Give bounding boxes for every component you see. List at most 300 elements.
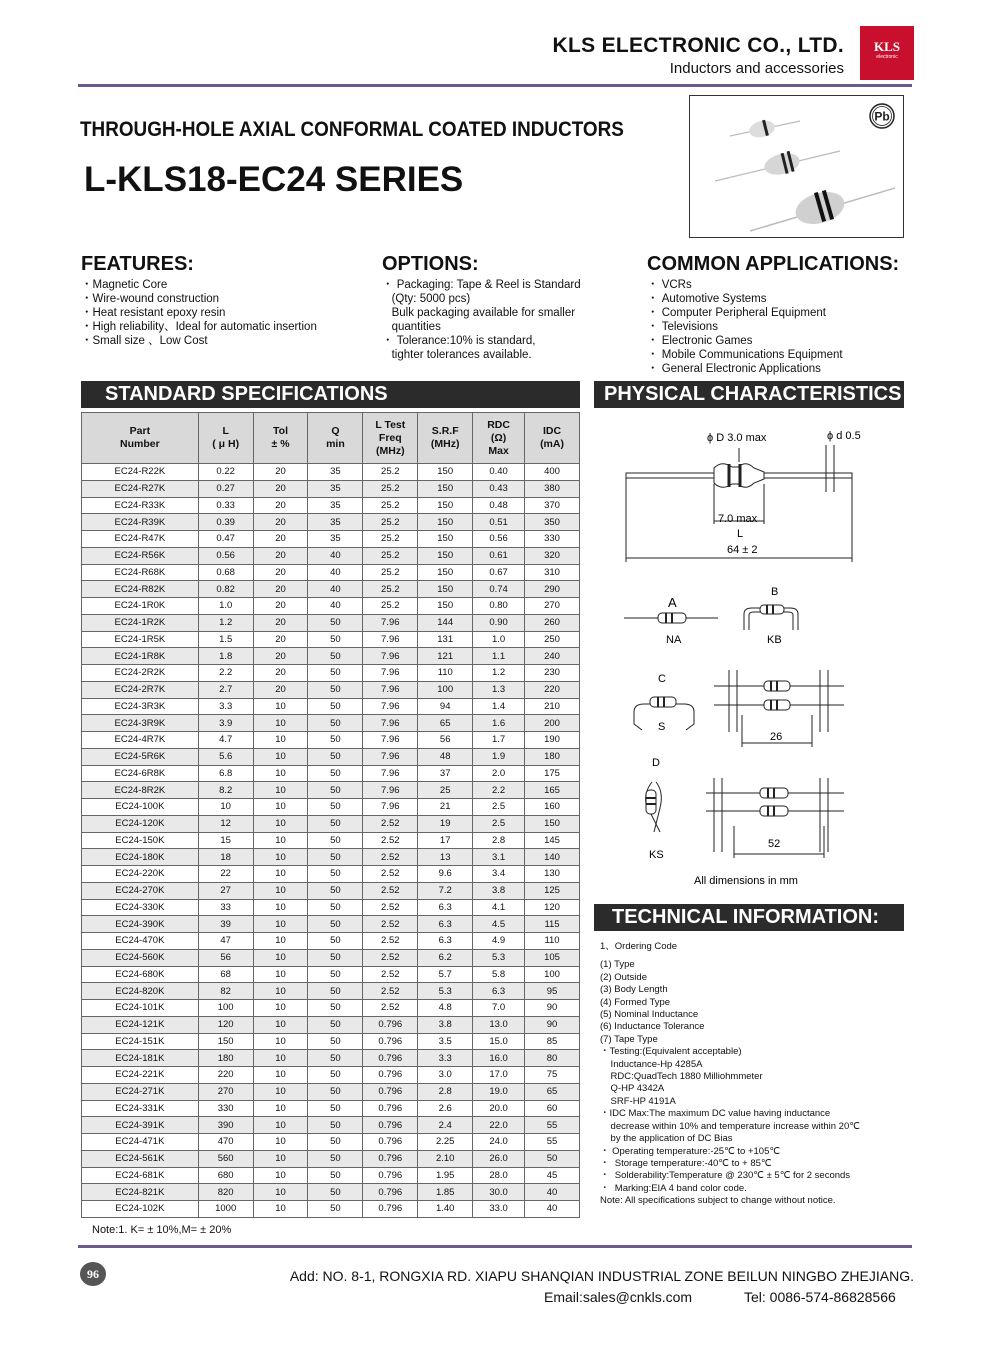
options-heading: OPTIONS: bbox=[382, 253, 479, 275]
table-cell: 2.52 bbox=[363, 966, 418, 983]
table-cell: 2.5 bbox=[473, 799, 525, 816]
table-cell: 2.52 bbox=[363, 949, 418, 966]
table-cell: 50 bbox=[308, 966, 363, 983]
dim-52: 52 bbox=[768, 838, 781, 850]
table-cell: 20 bbox=[253, 547, 308, 564]
table-cell: EC24-102K bbox=[82, 1201, 199, 1218]
table-cell: 7.96 bbox=[363, 614, 418, 631]
table-cell: 210 bbox=[525, 698, 580, 715]
col-part-number-label: Part Number bbox=[120, 425, 160, 450]
table-cell: 10 bbox=[253, 1201, 308, 1218]
table-cell: 6.3 bbox=[418, 916, 473, 933]
table-cell: 7.96 bbox=[363, 698, 418, 715]
table-cell: 25.2 bbox=[363, 564, 418, 581]
table-cell: 0.796 bbox=[363, 1150, 418, 1167]
table-cell: 7.96 bbox=[363, 631, 418, 648]
table-cell: 50 bbox=[308, 648, 363, 665]
table-cell: 390 bbox=[198, 1117, 253, 1134]
table-cell: 20 bbox=[253, 648, 308, 665]
table-cell: 25.2 bbox=[363, 464, 418, 481]
table-row bbox=[82, 933, 580, 950]
table-cell: 50 bbox=[308, 866, 363, 883]
table-row bbox=[82, 531, 580, 548]
table-cell: EC24-1R8K bbox=[82, 648, 199, 665]
col-q bbox=[308, 413, 363, 464]
table-row bbox=[82, 765, 580, 782]
applications-heading: COMMON APPLICATIONS: bbox=[647, 253, 900, 275]
table-cell: 2.52 bbox=[363, 849, 418, 866]
table-cell: EC24-R68K bbox=[82, 564, 199, 581]
table-cell: 10 bbox=[253, 849, 308, 866]
table-cell: 25.2 bbox=[363, 581, 418, 598]
table-cell: 0.90 bbox=[473, 614, 525, 631]
technical-line: ・ Storage temperature:-40℃ to + 85℃ bbox=[600, 1157, 772, 1169]
dim-L: L bbox=[737, 528, 744, 540]
table-cell: 25.2 bbox=[363, 497, 418, 514]
applications-item: ・ General Electronic Applications bbox=[647, 363, 821, 375]
col-inductance bbox=[198, 413, 253, 464]
col-rdc-label: RDC (Ω) Max bbox=[487, 418, 510, 457]
table-cell: 240 bbox=[525, 648, 580, 665]
options-line: (Qty: 5000 pcs) bbox=[382, 293, 471, 305]
table-cell: 0.39 bbox=[198, 514, 253, 531]
technical-line: ・ Solderability:Temperature @ 230℃ ± 5℃ for 2 seconds bbox=[600, 1170, 851, 1182]
table-cell: EC24-150K bbox=[82, 832, 199, 849]
table-row bbox=[82, 866, 580, 883]
table-cell: EC24-2R2K bbox=[82, 665, 199, 682]
table-cell: 0.33 bbox=[198, 497, 253, 514]
table-cell: 0.796 bbox=[363, 1184, 418, 1201]
table-cell: 50 bbox=[308, 698, 363, 715]
table-cell: 290 bbox=[525, 581, 580, 598]
table-cell: 50 bbox=[308, 614, 363, 631]
table-cell: 35 bbox=[308, 464, 363, 481]
table-row bbox=[82, 832, 580, 849]
table-cell: 120 bbox=[198, 1016, 253, 1033]
table-cell: EC24-391K bbox=[82, 1117, 199, 1134]
table-cell: 7.2 bbox=[418, 882, 473, 899]
table-cell: EC24-220K bbox=[82, 866, 199, 883]
table-cell: 1.4 bbox=[473, 698, 525, 715]
table-cell: 22.0 bbox=[473, 1117, 525, 1134]
table-cell: 260 bbox=[525, 614, 580, 631]
table-cell: EC24-R22K bbox=[82, 464, 199, 481]
table-cell: 10 bbox=[253, 732, 308, 749]
table-cell: 50 bbox=[308, 1050, 363, 1067]
table-cell: 50 bbox=[308, 1167, 363, 1184]
document-title: THROUGH-HOLE AXIAL CONFORMAL COATED INDUCTORS bbox=[80, 118, 624, 141]
table-cell: 10 bbox=[253, 698, 308, 715]
table-cell: EC24-471K bbox=[82, 1134, 199, 1151]
table-row bbox=[82, 1117, 580, 1134]
table-cell: EC24-5R6K bbox=[82, 748, 199, 765]
table-cell: 50 bbox=[308, 631, 363, 648]
table-cell: 5.7 bbox=[418, 966, 473, 983]
col-tolerance-label: Tol ± % bbox=[271, 425, 290, 450]
table-cell: 50 bbox=[308, 1067, 363, 1084]
table-cell: 0.82 bbox=[198, 581, 253, 598]
table-cell: 10 bbox=[253, 966, 308, 983]
table-cell: 39 bbox=[198, 916, 253, 933]
features-item: ・Wire-wound construction bbox=[81, 293, 220, 305]
table-cell: 50 bbox=[308, 949, 363, 966]
table-cell: 7.96 bbox=[363, 665, 418, 682]
table-cell: 150 bbox=[418, 464, 473, 481]
applications-item: ・ Electronic Games bbox=[647, 335, 753, 347]
table-cell: 180 bbox=[525, 748, 580, 765]
table-cell: 2.7 bbox=[198, 681, 253, 698]
features-list bbox=[81, 278, 317, 348]
table-cell: EC24-221K bbox=[82, 1067, 199, 1084]
table-cell: 27 bbox=[198, 882, 253, 899]
table-cell: 10 bbox=[253, 1150, 308, 1167]
table-cell: 40 bbox=[525, 1184, 580, 1201]
table-cell: EC24-180K bbox=[82, 849, 199, 866]
table-cell: 131 bbox=[418, 631, 473, 648]
table-cell: 0.67 bbox=[473, 564, 525, 581]
table-cell: 33.0 bbox=[473, 1201, 525, 1218]
table-cell: 3.8 bbox=[418, 1016, 473, 1033]
table-cell: 560 bbox=[198, 1150, 253, 1167]
table-cell: 50 bbox=[308, 1016, 363, 1033]
table-cell: 350 bbox=[525, 514, 580, 531]
table-cell: 20 bbox=[253, 514, 308, 531]
table-row bbox=[82, 799, 580, 816]
table-cell: 25.2 bbox=[363, 547, 418, 564]
table-cell: 10 bbox=[253, 748, 308, 765]
options-line: quantities bbox=[382, 321, 441, 333]
table-cell: 15 bbox=[198, 832, 253, 849]
table-cell: 50 bbox=[308, 782, 363, 799]
table-cell: 20 bbox=[253, 480, 308, 497]
table-cell: 0.61 bbox=[473, 547, 525, 564]
table-cell: 65 bbox=[418, 715, 473, 732]
table-cell: 1.0 bbox=[473, 631, 525, 648]
table-cell: 220 bbox=[198, 1067, 253, 1084]
table-cell: 10 bbox=[198, 799, 253, 816]
table-cell: 10 bbox=[253, 899, 308, 916]
table-cell: 19 bbox=[418, 815, 473, 832]
logo-text: KLS bbox=[873, 39, 900, 54]
table-cell: 0.796 bbox=[363, 1201, 418, 1218]
technical-line: (4) Formed Type bbox=[600, 996, 671, 1008]
features-item: ・Small size 、Low Cost bbox=[81, 335, 208, 347]
technical-banner: TECHNICAL INFORMATION: bbox=[594, 904, 904, 931]
table-cell: 50 bbox=[308, 748, 363, 765]
table-cell: 10 bbox=[253, 1083, 308, 1100]
table-cell: 160 bbox=[525, 799, 580, 816]
label-S: S bbox=[658, 721, 666, 733]
table-row bbox=[82, 1134, 580, 1151]
table-row bbox=[82, 849, 580, 866]
table-cell: 190 bbox=[525, 732, 580, 749]
table-cell: 0.80 bbox=[473, 598, 525, 615]
table-row bbox=[82, 1000, 580, 1017]
table-cell: 13 bbox=[418, 849, 473, 866]
table-row bbox=[82, 1167, 580, 1184]
table-cell: 5.3 bbox=[473, 949, 525, 966]
table-row bbox=[82, 698, 580, 715]
table-cell: 2.2 bbox=[198, 665, 253, 682]
table-cell: 0.47 bbox=[198, 531, 253, 548]
table-row bbox=[82, 631, 580, 648]
table-cell: 4.1 bbox=[473, 899, 525, 916]
table-cell: 17.0 bbox=[473, 1067, 525, 1084]
technical-line: (1) Type bbox=[600, 959, 635, 971]
table-cell: 150 bbox=[418, 480, 473, 497]
table-cell: 90 bbox=[525, 1016, 580, 1033]
table-cell: 10 bbox=[253, 799, 308, 816]
table-cell: 10 bbox=[253, 832, 308, 849]
technical-line: (6) Inductance Tolerance bbox=[600, 1021, 705, 1033]
table-cell: 175 bbox=[525, 765, 580, 782]
table-cell: 40 bbox=[308, 547, 363, 564]
table-cell: EC24-1R0K bbox=[82, 598, 199, 615]
table-cell: 0.56 bbox=[473, 531, 525, 548]
table-cell: 20 bbox=[253, 564, 308, 581]
table-cell: 20 bbox=[253, 665, 308, 682]
table-cell: 320 bbox=[525, 547, 580, 564]
table-row bbox=[82, 748, 580, 765]
table-cell: EC24-271K bbox=[82, 1083, 199, 1100]
technical-line: SRF-HP 4191A bbox=[600, 1095, 676, 1107]
col-test-freq-label: L Test Freq (MHz) bbox=[375, 418, 406, 457]
table-cell: 10 bbox=[253, 765, 308, 782]
table-cell: 220 bbox=[525, 681, 580, 698]
table-cell: 1.85 bbox=[418, 1184, 473, 1201]
table-cell: EC24-6R8K bbox=[82, 765, 199, 782]
table-cell: 3.3 bbox=[418, 1050, 473, 1067]
table-cell: EC24-820K bbox=[82, 983, 199, 1000]
table-cell: EC24-270K bbox=[82, 882, 199, 899]
table-cell: 3.4 bbox=[473, 866, 525, 883]
table-cell: 5.6 bbox=[198, 748, 253, 765]
table-row bbox=[82, 1083, 580, 1100]
table-cell: 100 bbox=[418, 681, 473, 698]
table-cell: 50 bbox=[308, 832, 363, 849]
table-cell: 3.9 bbox=[198, 715, 253, 732]
options-line: Bulk packaging available for smaller bbox=[382, 307, 576, 319]
table-cell: 150 bbox=[418, 581, 473, 598]
table-cell: 7.96 bbox=[363, 799, 418, 816]
dim-body-diameter: ϕ D 3.0 max bbox=[707, 432, 767, 444]
table-row bbox=[82, 949, 580, 966]
table-cell: 250 bbox=[525, 631, 580, 648]
table-row bbox=[82, 648, 580, 665]
table-cell: EC24-3R3K bbox=[82, 698, 199, 715]
col-srf-label: S.R.F (MHz) bbox=[430, 425, 460, 450]
table-cell: 50 bbox=[308, 933, 363, 950]
table-cell: 56 bbox=[418, 732, 473, 749]
table-cell: 0.43 bbox=[473, 480, 525, 497]
table-cell: 1.6 bbox=[473, 715, 525, 732]
applications-list bbox=[647, 278, 843, 376]
table-row bbox=[82, 1016, 580, 1033]
table-cell: EC24-4R7K bbox=[82, 732, 199, 749]
applications-item: ・ Automotive Systems bbox=[647, 293, 767, 305]
table-cell: 50 bbox=[308, 765, 363, 782]
table-row bbox=[82, 564, 580, 581]
label-A: A bbox=[668, 595, 677, 610]
technical-line: decrease within 10% and temperature increase within 20℃ bbox=[600, 1120, 860, 1132]
table-row bbox=[82, 882, 580, 899]
col-inductance-label: L ( μ H) bbox=[212, 425, 240, 450]
company-address: Add: NO. 8-1, RONGXIA RD. XIAPU SHANQIAN INDUSTRIAL ZONE BEILUN NINGBO ZHEJIANG. bbox=[289, 1268, 914, 1284]
table-cell: 0.796 bbox=[363, 1167, 418, 1184]
table-cell: EC24-560K bbox=[82, 949, 199, 966]
table-cell: 1.2 bbox=[473, 665, 525, 682]
features-item: ・Heat resistant epoxy resin bbox=[81, 307, 226, 319]
applications-item: ・ Mobile Communications Equipment bbox=[647, 349, 843, 361]
table-cell: 6.3 bbox=[473, 983, 525, 1000]
physical-drawing bbox=[594, 412, 904, 892]
table-row bbox=[82, 614, 580, 631]
table-cell: EC24-101K bbox=[82, 1000, 199, 1017]
table-cell: 35 bbox=[308, 480, 363, 497]
label-D: D bbox=[652, 757, 660, 769]
table-cell: 100 bbox=[198, 1000, 253, 1017]
logo-subtext: electronic bbox=[876, 54, 898, 60]
table-cell: 12 bbox=[198, 815, 253, 832]
table-cell: EC24-120K bbox=[82, 815, 199, 832]
applications-item: ・ Computer Peripheral Equipment bbox=[647, 307, 826, 319]
technical-line: ・IDC Max:The maximum DC value having inductance bbox=[600, 1108, 831, 1120]
table-cell: 95 bbox=[525, 983, 580, 1000]
table-cell: 10 bbox=[253, 1016, 308, 1033]
table-cell: 110 bbox=[525, 933, 580, 950]
table-cell: 25.2 bbox=[363, 480, 418, 497]
table-cell: 680 bbox=[198, 1167, 253, 1184]
table-cell: 50 bbox=[308, 1184, 363, 1201]
features-item: ・High reliability、Ideal for automatic insertion bbox=[81, 321, 317, 333]
table-cell: 330 bbox=[525, 531, 580, 548]
table-cell: 2.6 bbox=[418, 1100, 473, 1117]
table-cell: 2.25 bbox=[418, 1134, 473, 1151]
table-cell: EC24-1R2K bbox=[82, 614, 199, 631]
col-idc bbox=[525, 413, 580, 464]
label-C: C bbox=[658, 673, 666, 685]
table-cell: 50 bbox=[308, 983, 363, 1000]
table-cell: 50 bbox=[308, 1033, 363, 1050]
table-cell: 10 bbox=[253, 866, 308, 883]
table-cell: 4.9 bbox=[473, 933, 525, 950]
label-KS: KS bbox=[649, 849, 664, 861]
table-cell: 180 bbox=[198, 1050, 253, 1067]
table-row bbox=[82, 715, 580, 732]
table-cell: 130 bbox=[525, 866, 580, 883]
table-cell: EC24-R47K bbox=[82, 531, 199, 548]
table-cell: 80 bbox=[525, 1050, 580, 1067]
table-row bbox=[82, 782, 580, 799]
table-cell: 1.1 bbox=[473, 648, 525, 665]
table-cell: 50 bbox=[308, 899, 363, 916]
col-tolerance bbox=[253, 413, 308, 464]
technical-line: ・ Marking:EIA 4 band color code. bbox=[600, 1182, 747, 1194]
table-cell: 2.52 bbox=[363, 983, 418, 1000]
table-cell: 2.5 bbox=[473, 815, 525, 832]
table-cell: 26.0 bbox=[473, 1150, 525, 1167]
table-cell: 30.0 bbox=[473, 1184, 525, 1201]
table-cell: 7.96 bbox=[363, 732, 418, 749]
table-cell: 50 bbox=[308, 1000, 363, 1017]
table-cell: 37 bbox=[418, 765, 473, 782]
technical-line: ・Testing:(Equivalent acceptable) bbox=[600, 1046, 742, 1058]
table-cell: 50 bbox=[308, 681, 363, 698]
physical-banner: PHYSICAL CHARACTERISTICS bbox=[594, 381, 904, 408]
label-KB: KB bbox=[767, 634, 782, 646]
table-cell: 50 bbox=[308, 815, 363, 832]
table-cell: EC24-R82K bbox=[82, 581, 199, 598]
applications-item: ・ Televisions bbox=[647, 321, 718, 333]
table-cell: 0.796 bbox=[363, 1033, 418, 1050]
table-cell: 200 bbox=[525, 715, 580, 732]
technical-line: by the application of DC Bias bbox=[600, 1133, 733, 1145]
table-cell: 50 bbox=[308, 1083, 363, 1100]
table-cell: 150 bbox=[418, 531, 473, 548]
table-cell: 2.2 bbox=[473, 782, 525, 799]
table-cell: 820 bbox=[198, 1184, 253, 1201]
table-cell: EC24-181K bbox=[82, 1050, 199, 1067]
table-cell: 7.96 bbox=[363, 715, 418, 732]
table-cell: 10 bbox=[253, 949, 308, 966]
table-row bbox=[82, 497, 580, 514]
table-cell: 20 bbox=[253, 614, 308, 631]
table-cell: 20 bbox=[253, 681, 308, 698]
table-row bbox=[82, 1067, 580, 1084]
table-cell: 40 bbox=[308, 564, 363, 581]
table-cell: 5.8 bbox=[473, 966, 525, 983]
options-list bbox=[382, 278, 581, 362]
table-cell: 20.0 bbox=[473, 1100, 525, 1117]
table-row bbox=[82, 1150, 580, 1167]
table-cell: 0.74 bbox=[473, 581, 525, 598]
table-cell: 150 bbox=[418, 497, 473, 514]
table-cell: EC24-331K bbox=[82, 1100, 199, 1117]
table-cell: 3.1 bbox=[473, 849, 525, 866]
table-cell: 2.52 bbox=[363, 1000, 418, 1017]
table-cell: 35 bbox=[308, 514, 363, 531]
table-cell: 105 bbox=[525, 949, 580, 966]
company-logo bbox=[860, 26, 914, 80]
table-cell: EC24-8R2K bbox=[82, 782, 199, 799]
table-cell: 60 bbox=[525, 1100, 580, 1117]
table-cell: 2.0 bbox=[473, 765, 525, 782]
table-cell: 470 bbox=[198, 1134, 253, 1151]
table-cell: 0.27 bbox=[198, 480, 253, 497]
table-cell: 10 bbox=[253, 983, 308, 1000]
table-cell: 2.8 bbox=[473, 832, 525, 849]
table-cell: 110 bbox=[418, 665, 473, 682]
table-cell: 50 bbox=[308, 849, 363, 866]
table-row bbox=[82, 581, 580, 598]
table-cell: 55 bbox=[525, 1117, 580, 1134]
table-cell: 7.96 bbox=[363, 681, 418, 698]
dimensions-note: All dimensions in mm bbox=[694, 875, 798, 887]
table-cell: 4.8 bbox=[418, 1000, 473, 1017]
table-cell: 0.796 bbox=[363, 1117, 418, 1134]
col-test-freq bbox=[363, 413, 418, 464]
table-row bbox=[82, 681, 580, 698]
table-cell: EC24-3R9K bbox=[82, 715, 199, 732]
col-q-label: Q min bbox=[326, 425, 345, 450]
table-cell: 150 bbox=[418, 598, 473, 615]
table-cell: 50 bbox=[308, 1150, 363, 1167]
technical-line: (2) Outside bbox=[600, 971, 647, 983]
spec-table-body bbox=[82, 464, 580, 1218]
table-cell: 10 bbox=[253, 882, 308, 899]
table-cell: EC24-100K bbox=[82, 799, 199, 816]
table-cell: 2.52 bbox=[363, 866, 418, 883]
